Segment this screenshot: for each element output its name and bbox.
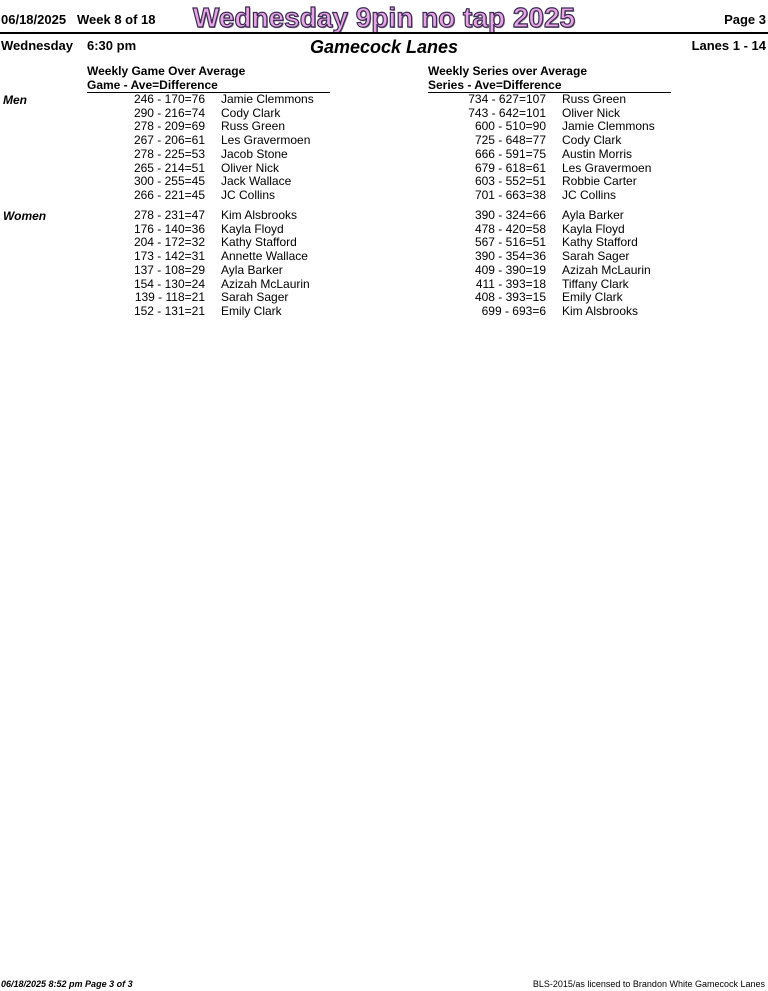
bowler-name: Ayla Barker [221, 262, 283, 277]
game-score: 139 - 118=21 [134, 290, 205, 305]
bowler-name: Jamie Clemmons [221, 92, 314, 106]
bowler-name: Azizah McLaurin [221, 276, 310, 291]
bowler-name: Sarah Sager [221, 290, 289, 305]
series-row [0, 236, 768, 250]
bowler-name: Jamie Clemmons [562, 119, 655, 134]
bowler-name: Cody Clark [562, 133, 622, 148]
bowler-name: JC Collins [221, 187, 276, 202]
game-score: 278 - 225=53 [133, 146, 205, 161]
series-section-title: Weekly Series over Average [428, 64, 587, 78]
day-label: Wednesday [1, 38, 74, 53]
group-label-women: Women [3, 209, 47, 223]
bowler-name: Oliver Nick [562, 105, 621, 120]
series-score: 390 - 324=66 [474, 208, 546, 222]
footer-print-info: 06/18/2025 8:52 pm Page 3 of 3 [1, 979, 133, 989]
game-section-subtitle: Game - Ave=Difference [87, 78, 218, 92]
bowler-name: Kayla Floyd [221, 221, 284, 236]
series-score: 679 - 618=61 [474, 160, 546, 175]
bowler-name: Annette Wallace [221, 249, 308, 264]
bowler-name: Azizah McLaurin [562, 262, 651, 277]
bowling-center-name: Gamecock Lanes [309, 37, 459, 57]
bowler-name: Kim Alsbrooks [221, 208, 298, 222]
bowler-name: Sarah Sager [562, 249, 630, 264]
series-row [0, 120, 768, 134]
series-row [0, 148, 768, 162]
game-score: 246 - 170=76 [133, 92, 205, 106]
series-score: 567 - 516=51 [474, 235, 546, 250]
game-score: 152 - 131=21 [133, 303, 205, 318]
bowler-name: Kathy Stafford [562, 235, 638, 250]
series-score: 699 - 693=6 [481, 303, 546, 318]
bowler-name: Oliver Nick [221, 160, 280, 175]
series-section-subtitle: Series - Ave=Difference [428, 78, 562, 92]
series-row [0, 107, 768, 121]
time-label: 6:30 pm [87, 38, 137, 53]
footer-license: BLS-2015/as licensed to Brandon White Gamecock Lanes [532, 979, 765, 989]
game-score: 300 - 255=45 [133, 174, 205, 189]
series-score: 666 - 591=75 [474, 146, 546, 161]
game-section-title: Weekly Game Over Average [87, 64, 246, 78]
series-row [0, 305, 768, 319]
bowler-name: Tiffany Clark [562, 276, 629, 291]
bowler-name: Kayla Floyd [562, 221, 625, 236]
series-score: 725 - 648=77 [474, 133, 546, 148]
series-row [0, 162, 768, 176]
bowler-name: Emily Clark [562, 290, 623, 305]
bowler-name: Jack Wallace [221, 174, 292, 189]
bowler-name: Les Gravermoen [562, 160, 652, 175]
series-score: 478 - 420=58 [474, 221, 546, 236]
series-score: 701 - 663=38 [474, 187, 546, 202]
bowler-name: Cody Clark [221, 105, 281, 120]
bowler-name: Jacob Stone [221, 146, 288, 161]
game-score: 137 - 108=29 [133, 262, 205, 277]
series-score: 409 - 390=19 [474, 262, 546, 277]
bowler-name: Robbie Carter [562, 174, 637, 189]
game-score: 290 - 216=74 [133, 105, 205, 120]
series-row [0, 93, 768, 107]
series-row [0, 278, 768, 292]
series-row [0, 223, 768, 237]
bowler-name: Ayla Barker [562, 208, 624, 222]
series-row [0, 209, 768, 223]
game-score: 176 - 140=36 [133, 221, 205, 236]
series-score: 603 - 552=51 [474, 174, 546, 189]
series-score: 743 - 642=101 [468, 105, 546, 120]
bowler-name: Austin Morris [562, 146, 633, 161]
game-score: 154 - 130=24 [133, 276, 205, 291]
game-score: 173 - 142=31 [133, 249, 205, 264]
series-row [0, 291, 768, 305]
bowler-name: Kim Alsbrooks [562, 303, 639, 318]
bowler-name: Kathy Stafford [221, 235, 297, 250]
bowler-name: Les Gravermoen [221, 133, 311, 148]
game-score: 266 - 221=45 [133, 187, 205, 202]
game-score: 204 - 172=32 [133, 235, 205, 250]
series-row [0, 175, 768, 189]
series-score: 600 - 510=90 [474, 119, 546, 134]
series-row [0, 134, 768, 148]
game-score: 278 - 209=69 [133, 119, 205, 134]
series-row [0, 264, 768, 278]
report-date: 06/18/2025 [1, 12, 67, 27]
series-row [0, 250, 768, 264]
bowler-name: JC Collins [562, 187, 617, 202]
bowler-name: Russ Green [221, 119, 286, 134]
series-score: 411 - 393=18 [475, 276, 546, 291]
series-score: 408 - 393=15 [474, 290, 546, 305]
game-score: 278 - 231=47 [133, 208, 205, 222]
bowler-name: Russ Green [562, 92, 627, 106]
series-score: 390 - 354=36 [474, 249, 546, 264]
league-title: Wednesday 9pin no tap 2025 [192, 2, 576, 33]
page-number: Page 3 [724, 12, 766, 27]
lanes-label: Lanes 1 - 14 [691, 38, 766, 53]
bowler-name: Emily Clark [221, 303, 282, 318]
series-row [0, 189, 768, 203]
week-label: Week 8 of 18 [77, 12, 156, 27]
header-rule [0, 32, 768, 34]
series-score: 734 - 627=107 [468, 92, 546, 106]
game-score: 265 - 214=51 [133, 160, 205, 175]
game-score: 267 - 206=61 [133, 133, 205, 148]
group-label-men: Men [3, 93, 27, 107]
